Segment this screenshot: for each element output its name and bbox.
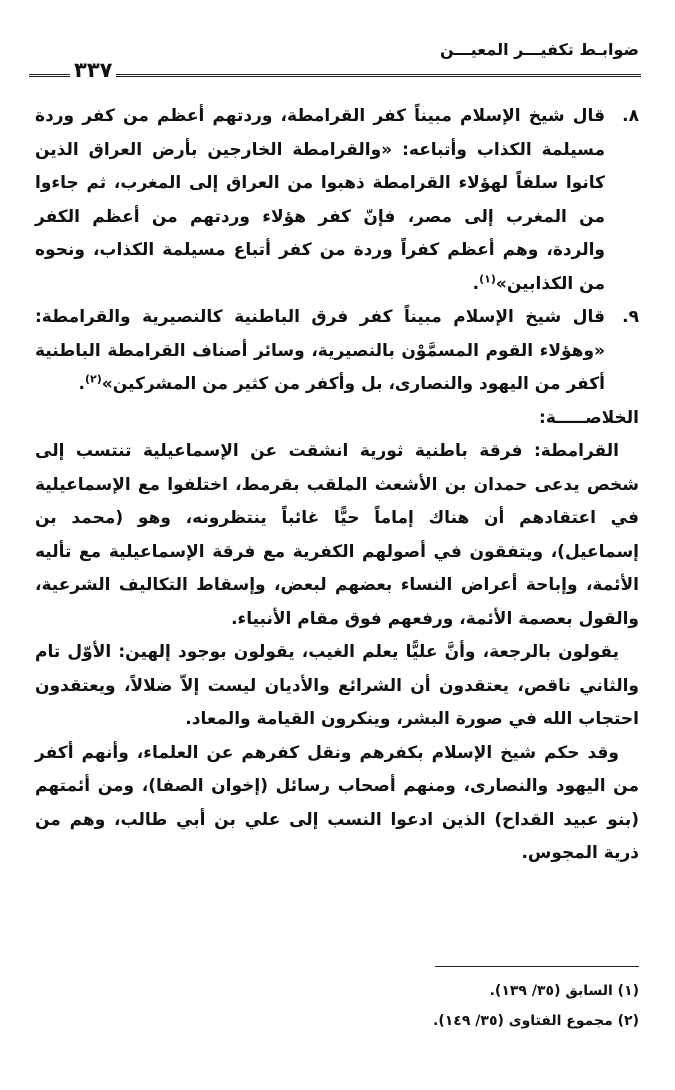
footnote-ref: (١) — [479, 271, 496, 285]
item-body: قال شيخ الإسلام مبيناً كفر فرق الباطنية كالنصيرية والقرامطة: «وهؤلاء القوم المسمَّوْن بالنصيرية، وسائر أصناف القرامطة الباطنية أكفر من اليهود والنصارى، بل وأكفر من كثير من المشركين» — [35, 307, 605, 394]
summary-heading: الخلاصـــــة: — [539, 407, 639, 428]
item-text: قال شيخ الإسلام مبيناً كفر فرق الباطنية كالنصيرية والقرامطة: «وهؤلاء القوم المسمَّوْن بالنصيرية، وسائر أصناف القرامطة الباطنية أكفر من اليهود والنصارى، بل وأكفر من كثير من المشركين»$^{(٢)}$. — [35, 307, 605, 394]
footnote: (٢) مجموع الفتاوى (٣٥/ ١٤٩). — [433, 1013, 639, 1029]
item-number: ٨. — [622, 106, 639, 126]
footnote: (١) السابق (٣٥/ ١٣٩). — [489, 983, 639, 999]
summary-paragraph: يقولون بالرجعة، وأنَّ عليًّا يعلم الغيب، يقولون بوجود إلهين: الأوّل تام والثاني ناقص، يعتقدون أن الشرائع والأديان ليست إلاّ ضلالاً، ويعتقدون احتجاب الله في صورة البشر، وينكرون القيامة والمعاد. — [35, 642, 639, 729]
main-text — [35, 100, 639, 871]
page-number: ٣٣٧ — [70, 58, 116, 82]
header-rule — [29, 74, 641, 77]
footnotes — [35, 976, 639, 1036]
list-item — [35, 301, 639, 402]
summary-paragraph: وقد حكم شيخ الإسلام بكفرهم ونقل كفرهم عن العلماء، وأنهم أكفر من اليهود والنصارى، ومنهم أصحاب رسائل (إخوان الصفا)، ومن أئمتهم (بنو عبيد القداح) الذين ادعوا النسب إلى علي بن أبي طالب، وهم من ذرية المجوس. — [35, 742, 639, 863]
running-header-title: ضوابـط تكفيـــر المعيـــن — [439, 40, 639, 59]
footnote-rule — [435, 966, 639, 967]
summary-paragraph: القرامطة: فرقة باطنية ثورية انشقت عن الإسماعيلية تنتسب إلى شخص يدعى حمدان بن الأشعث الملقب بقرمط، اختلفوا مع الإسماعيلية في اعتقادهم أن هناك إماماً حيًّا غائباً ينتظرونه، وهو (محمد بن إسماعيل)، ويتفقون في أصولهم الكفرية مع فرقة الإسماعيلية مع تأليه الأئمة، وإباحة أعراض النساء بعضهم لبعض، وإسقاط التكاليف الشرعية، والقول بعصمة الأئمة، ورفعهم فوق مقام الأنبياء. — [35, 441, 639, 629]
item-text: قال شيخ الإسلام مبيناً كفر القرامطة، وردتهم أعظم من كفر وردة مسيلمة الكذاب وأتباعه: «والقرامطة الخارجين بأرض العراق الذين كانوا سلفاً لهؤلاء القرامطة ذهبوا من العراق إلى المغرب، ثم جاءوا من المغرب إلى مصر، فإنّ كفر هؤلاء وردتهم من أعظم الكفر والردة، وهم أعظم كفراً وردة من كفر أتباع مسيلمة الكذاب، ونحوه من الكذابين»$^{(١)}$. — [35, 106, 605, 294]
item-number: ٩. — [622, 307, 639, 327]
list-item — [35, 100, 639, 301]
footnote-ref: (٢) — [84, 372, 102, 386]
item-body: قال شيخ الإسلام مبيناً كفر القرامطة، وردتهم أعظم من كفر وردة مسيلمة الكذاب وأتباعه: «والقرامطة الخارجين بأرض العراق الذين كانوا سلفاً لهؤلاء القرامطة ذهبوا من العراق إلى المغرب، ثم جاءوا من المغرب إلى مصر، فإنّ كفر هؤلاء وردتهم من أعظم الكفر والردة، وهم أعظم كفراً وردة من كفر أتباع مسيلمة الكذاب، ونحوه من الكذابين» — [35, 106, 605, 294]
